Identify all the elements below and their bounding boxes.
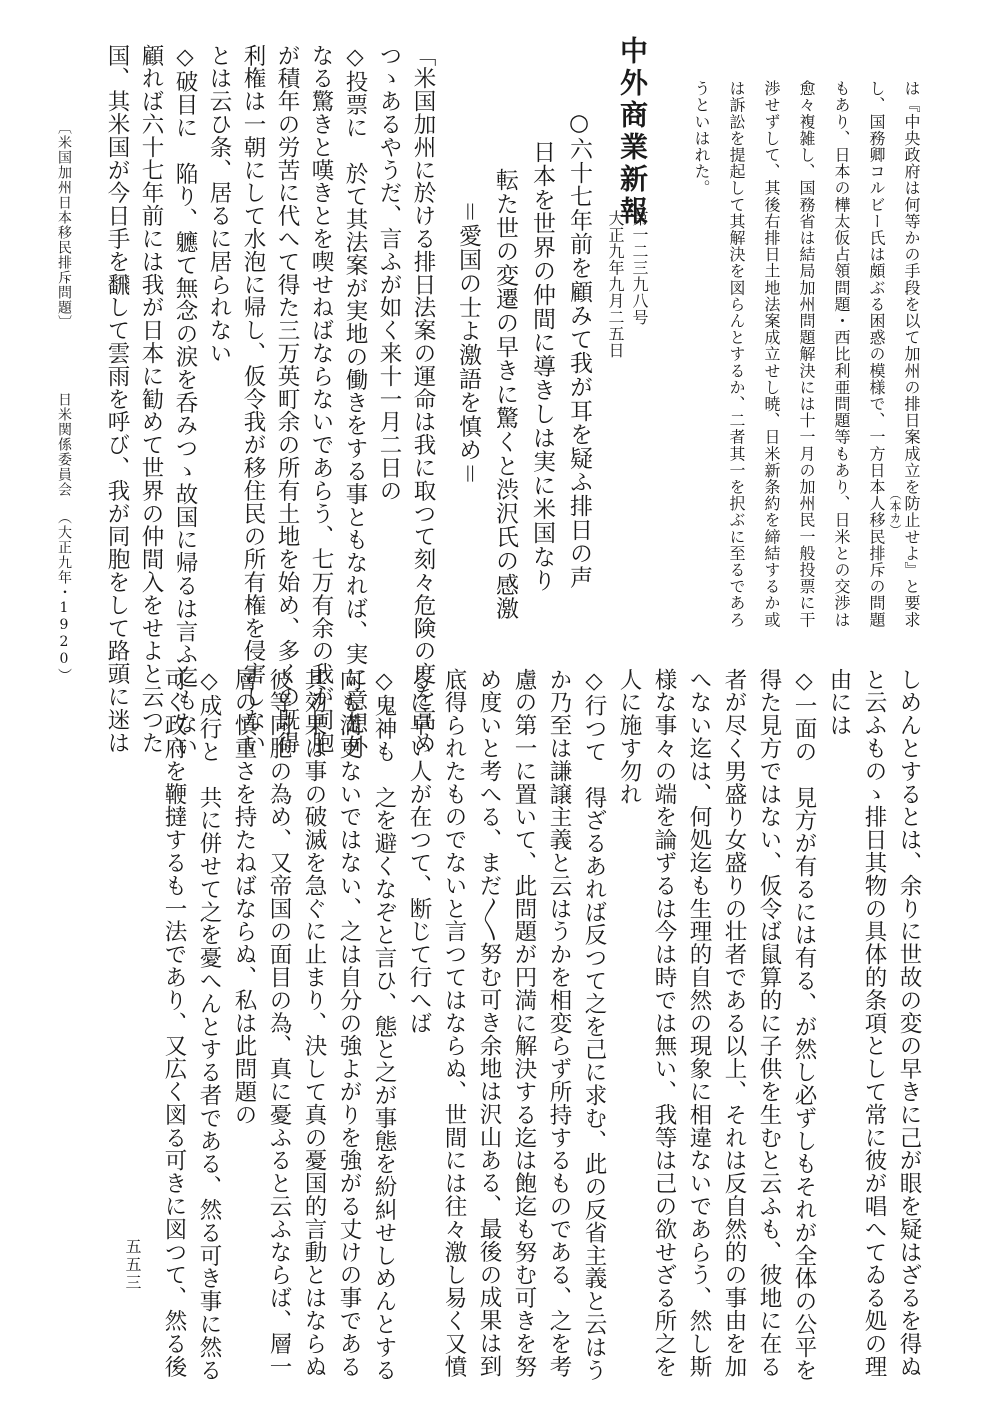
- lower-body-line-22: 可く政府を鞭撻するも一法であり、又広く図る可きに図つて、然る後: [161, 668, 187, 1378]
- lower-body-line-2: と云ふものゝ排日其物の具体的条項として常に彼が唱へてゐる処の理: [861, 668, 887, 1378]
- lower-body-line-12: 慮の第一に置いて、此問題が円満に解決する迄は飽迄も努む可きを努: [511, 668, 537, 1378]
- intro-line-2: し、国務卿コルビー氏は頗ぶる困惑の模様で、一方日本人移民排斥の問題: [867, 80, 886, 628]
- lower-body-line-14: 底得られたものでないと言つてはならぬ、世間には往々激し易く又憤: [441, 668, 467, 1378]
- footer-section-title: 〔米国加州日本移民排斥問題〕: [56, 120, 72, 330]
- issue-date: 大正九年九月二五日: [606, 210, 625, 359]
- headline-1: ○六十七年前を顧みて我が耳を疑ふ排日の声: [566, 110, 592, 589]
- intro-line-3: もあり、日本の樺太仮占領問題・西比利亜問題等もあり、日米との交渉は: [832, 80, 851, 628]
- lower-body-line-20: 層の慎重さを持たねばならぬ、私は此問題の: [231, 668, 257, 1126]
- upper-body-line-6: 利権は一朝にして水泡に帰し、仮令我が移住民の所有権を侵害しない: [240, 44, 266, 754]
- upper-body-line-9: 顧れば六十七年前には我が日本に勧めて世界の仲間入をせよと云つた: [138, 44, 164, 754]
- lower-body-line-8: 様な事々の端を論ずるは今は時では無い、我等は己の欲せざる所之を: [651, 668, 677, 1378]
- lower-body-line-9: 人に施す勿れ: [616, 668, 642, 806]
- intro-line-7: うといはれた。: [692, 80, 711, 197]
- headline-2: 日本を世界の仲間に導きしは実に米国なり: [529, 140, 555, 593]
- lower-body-line-18: 其効果は事の破滅を急ぐに止まり、決して真の憂国的言動とはならぬ: [301, 668, 327, 1378]
- lower-body-line-19: 彼等同胞の為め、又帝国の面目の為、真に憂ふると云ふならば、層一: [266, 668, 292, 1378]
- lower-body-line-5: 得た見方ではない、仮令ば鼠算的に子供を生むと云ふも、彼地に在る: [756, 668, 782, 1378]
- lower-body-line-13: め度いと考へる、まだ〳〵努む可き余地は沢山ある、最後の成果は到: [476, 668, 502, 1378]
- lower-body-line-4: ◇一面の 見方が有るには有る、が然し必ずしもそれが全体の公平を: [791, 668, 817, 1382]
- issue-number: 第一二三九八号: [630, 210, 649, 326]
- annotation-note: （本カ）: [888, 488, 902, 536]
- newspaper-title: 中外商業新報: [616, 36, 649, 228]
- lower-body-line-16: ◇鬼神も 之を避くなぞと言ひ、態と之が事態を紛糾せしめんとする: [371, 668, 397, 1382]
- lower-body-line-6: 者が尽く男盛り女盛りの壮者である以上、それは反自然的の事由を加: [721, 668, 747, 1378]
- intro-line-4: 愈々複雑し、国務省は結局加州問題解決には十一月の加州民一般投票に干: [797, 80, 816, 628]
- page-number: 五五三: [123, 1238, 142, 1292]
- upper-body-line-4: なる驚きと嘆きとを喫せねばならないであらう、七万有余の我が同胞: [308, 44, 334, 754]
- headline-3: 転た世の変遷の早きに驚くと渋沢氏の感激: [492, 168, 518, 621]
- intro-line-5: 渉せずして、其後右排日土地法案成立せし暁、日米新条約を締結するか或: [762, 80, 781, 628]
- upper-body-line-7: とは云ひ条、居るに居られない: [206, 44, 232, 365]
- lower-body-line-10: ◇行つて 得ざるあれば反つて之を己に求む、此の反省主義と云はう: [581, 668, 607, 1382]
- upper-body-line-10: 国、其米国が今日手を飜して雲雨を呼び、我が同胞をして路頭に迷は: [104, 44, 130, 754]
- upper-body-line-1: 「米国加州に於ける排日法案の運命は我に取つて刻々危険の度を高め: [410, 44, 436, 754]
- intro-line-6: は訴訟を提起して其解決を図らんとするか、二者其一を択ぶに至るであろ: [727, 80, 746, 628]
- footer-year: （大正九年・1920）: [56, 510, 72, 683]
- footer-organization: 日米関係委員会: [56, 392, 72, 497]
- lower-body-line-3: 由には: [826, 668, 852, 737]
- lower-body-line-15: るに早い人が在つて、断じて行へば: [406, 668, 432, 1035]
- lower-body-line-21: ◇成行と 共に併せて之を憂へんとする者である、然る可き事に然る: [196, 668, 222, 1382]
- headline-4: ＝愛国の士よ激語を慎め＝: [455, 200, 481, 486]
- upper-body-line-2: つゝあるやうだ、言ふが如く来十一月二日の: [376, 44, 402, 502]
- lower-body-line-11: か乃至は謙譲主義と云はうかを相変らず所持するものである、之を考: [546, 668, 572, 1378]
- upper-body-line-3: ◇投票に 於て其法案が実地の働きをする事ともなれば、実に意想外: [342, 44, 368, 758]
- intro-line-1: は『中央政府は何等かの手段を以て加州の排日案成立を防止せよ』と要求: [902, 80, 921, 628]
- upper-body-line-5: が積年の労苦に代へて得た三万英町余の所有土地を始め、多くの既得: [274, 44, 300, 754]
- lower-body-line-17: 向も満更ないではない、之は自分の強よがりを強がる丈けの事である: [336, 668, 362, 1378]
- lower-body-line-1: しめんとするとは、余りに世故の変の早きに己が眼を疑はざるを得ぬ: [896, 668, 922, 1378]
- lower-body-line-7: へない迄は、何処迄も生理的自然の現象に相違ないであらう、然し斯: [686, 668, 712, 1378]
- upper-body-line-8: ◇破目に 陥り、軈て無念の涙を呑みつゝ故国に帰るは言ふ迄もない: [172, 44, 198, 758]
